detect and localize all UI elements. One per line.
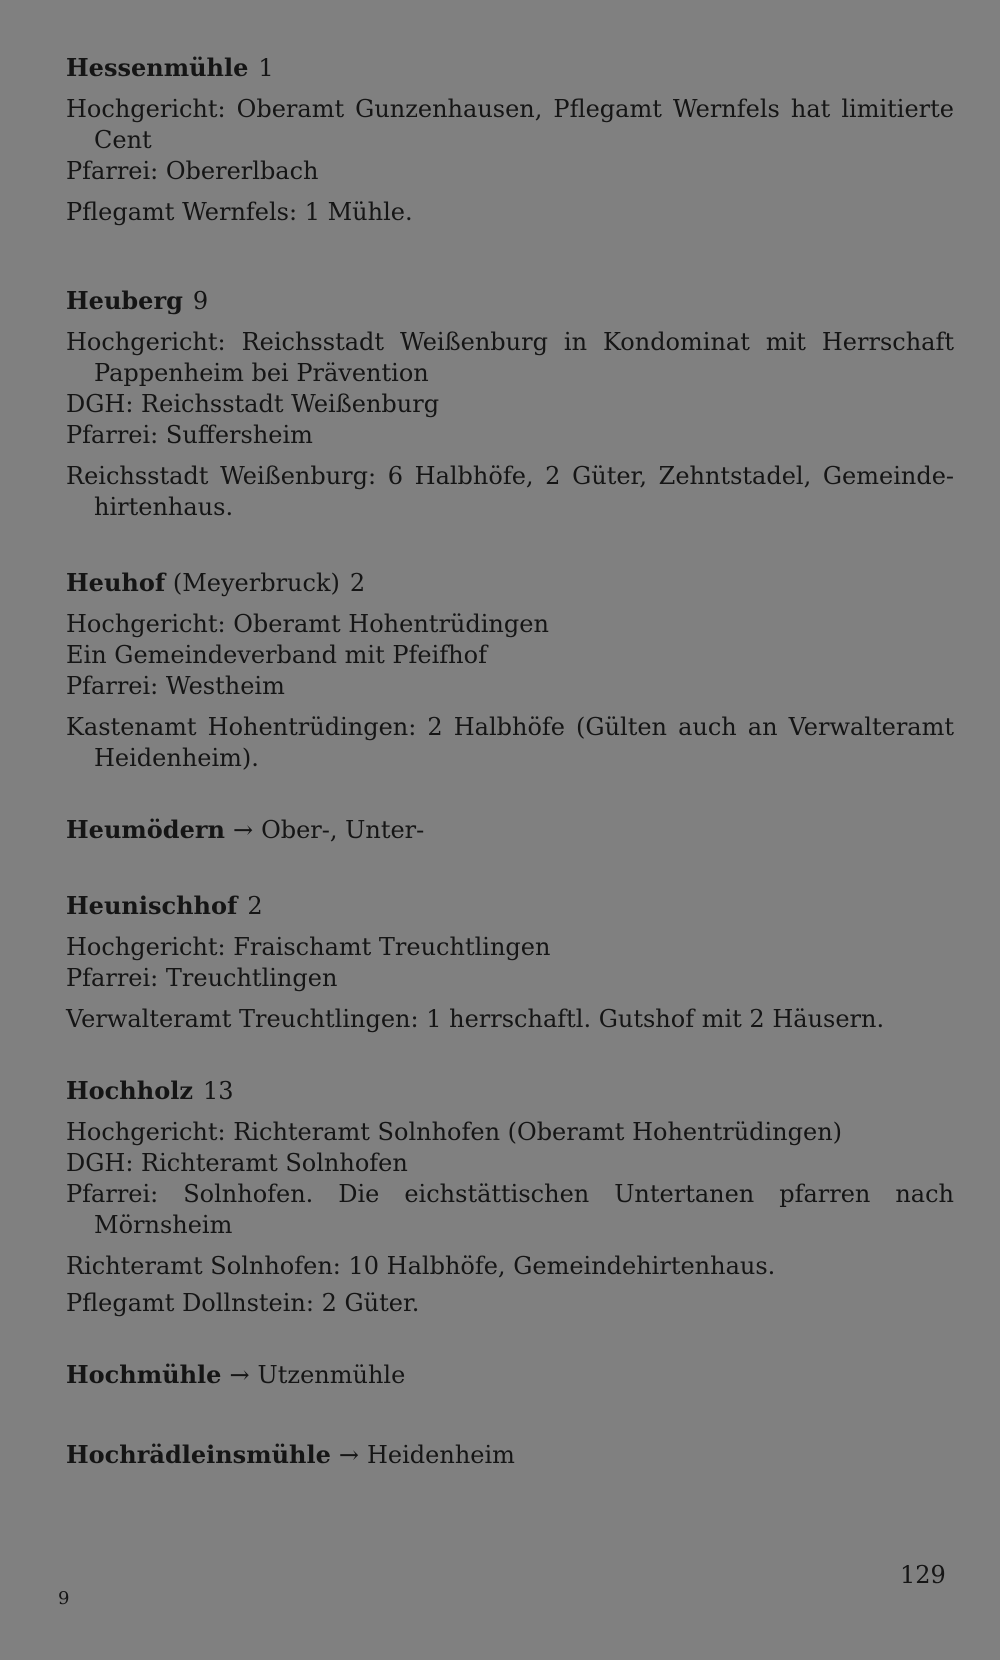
entry-heumoedern: [66, 814, 954, 846]
entry-line: DGH: Reichsstadt Weißenburg: [66, 390, 440, 418]
entry-count: 1: [258, 54, 274, 82]
entry-heuhof: [66, 567, 954, 774]
cross-reference: Heidenheim: [366, 1441, 515, 1469]
entry-line: Hochgericht: Richteramt Solnhofen (Oberamt Hohentrüdingen): [66, 1118, 843, 1146]
entry-name: Hochrädleinsmühle: [66, 1440, 331, 1469]
entry-name: Hochmühle: [66, 1360, 222, 1389]
entry-line: Pflegamt Wernfels: 1 Mühle.: [66, 198, 413, 226]
entry-suffix: (Meyerbruck): [172, 569, 340, 597]
entry-count: 9: [192, 287, 209, 315]
entry-line: Pfarrei: Suffersheim: [66, 421, 313, 449]
entry-line: Hochgericht: Fraischamt Treuchtlingen: [66, 933, 551, 961]
entry-heading: [66, 1359, 954, 1391]
entry-line: Pflegamt Dollnstein: 2 Güter.: [66, 1289, 420, 1317]
entry-line: Hochgericht: Reichsstadt Weißenburg in Kondominat mit Herrschaft Pappenheim bei Prävention: [66, 328, 954, 387]
entry-line: Ein Gemeindeverband mit Pfeifhof: [66, 641, 487, 669]
entry-heading: [66, 285, 954, 317]
entry-hochholz: [66, 1075, 954, 1319]
entry-name: Heumödern: [66, 815, 225, 844]
page-text: [66, 52, 954, 1471]
entry-heuberg: [66, 285, 954, 523]
page-number: 129: [900, 1561, 946, 1589]
entry-name: Heuhof: [66, 568, 166, 597]
entry-line: Pfarrei: Solnhofen. Die eichstättischen Untertanen pfarren nach Mörnsheim: [66, 1180, 954, 1239]
entry-name: Heuberg: [66, 286, 183, 315]
entry-line: Hochgericht: Oberamt Gunzenhausen, Pflegamt Wernfels hat limitierte Cent: [66, 95, 954, 154]
entry-heading: [66, 52, 954, 84]
cross-reference: Utzenmühle: [257, 1361, 406, 1389]
entry-line: Hochgericht: Oberamt Hohentrüdingen: [66, 610, 549, 638]
arrow-right-icon: →: [229, 1361, 250, 1389]
entry-name: Hochholz: [66, 1076, 193, 1105]
entry-line: Pfarrei: Westheim: [66, 672, 285, 700]
entry-heunischhof: [66, 890, 954, 1035]
entry-hochraedleinsmuehle: [66, 1439, 954, 1471]
cross-reference: Ober-, Unter-: [261, 816, 425, 844]
signature-mark: 9: [58, 1588, 70, 1609]
entry-name: Hessenmühle: [66, 53, 249, 82]
entry-line: DGH: Richteramt Solnhofen: [66, 1149, 408, 1177]
arrow-right-icon: →: [338, 1441, 359, 1469]
entry-line: Reichsstadt Weißenburg: 6 Halbhöfe, 2 Güter, Zehntstadel, Gemeindehirtenhaus.: [66, 462, 954, 521]
entry-heading: [66, 1075, 954, 1107]
entry-heading: [66, 567, 954, 599]
entry-count: 13: [202, 1077, 234, 1105]
entry-heading: [66, 1439, 954, 1471]
entry-name: Heunischhof: [66, 891, 238, 920]
entry-count: 2: [349, 569, 366, 597]
entry-line: Verwalteramt Treuchtlingen: 1 herrschaftl. Gutshof mit 2 Häusern.: [66, 1005, 885, 1033]
entry-heading: [66, 814, 954, 846]
arrow-right-icon: →: [232, 816, 254, 844]
entry-line: Kastenamt Hohentrüdingen: 2 Halbhöfe (Gülten auch an Verwalteramt Heidenheim).: [66, 713, 954, 772]
entry-line: Pfarrei: Obererlbach: [66, 157, 319, 185]
entry-hochmuehle: [66, 1359, 954, 1391]
entry-line: Pfarrei: Treuchtlingen: [66, 964, 338, 992]
entry-count: 2: [247, 892, 263, 920]
entry-line: Richteramt Solnhofen: 10 Halbhöfe, Gemeindehirtenhaus.: [66, 1252, 776, 1280]
entry-heading: [66, 890, 954, 922]
entry-hessenmuehle: [66, 52, 954, 228]
